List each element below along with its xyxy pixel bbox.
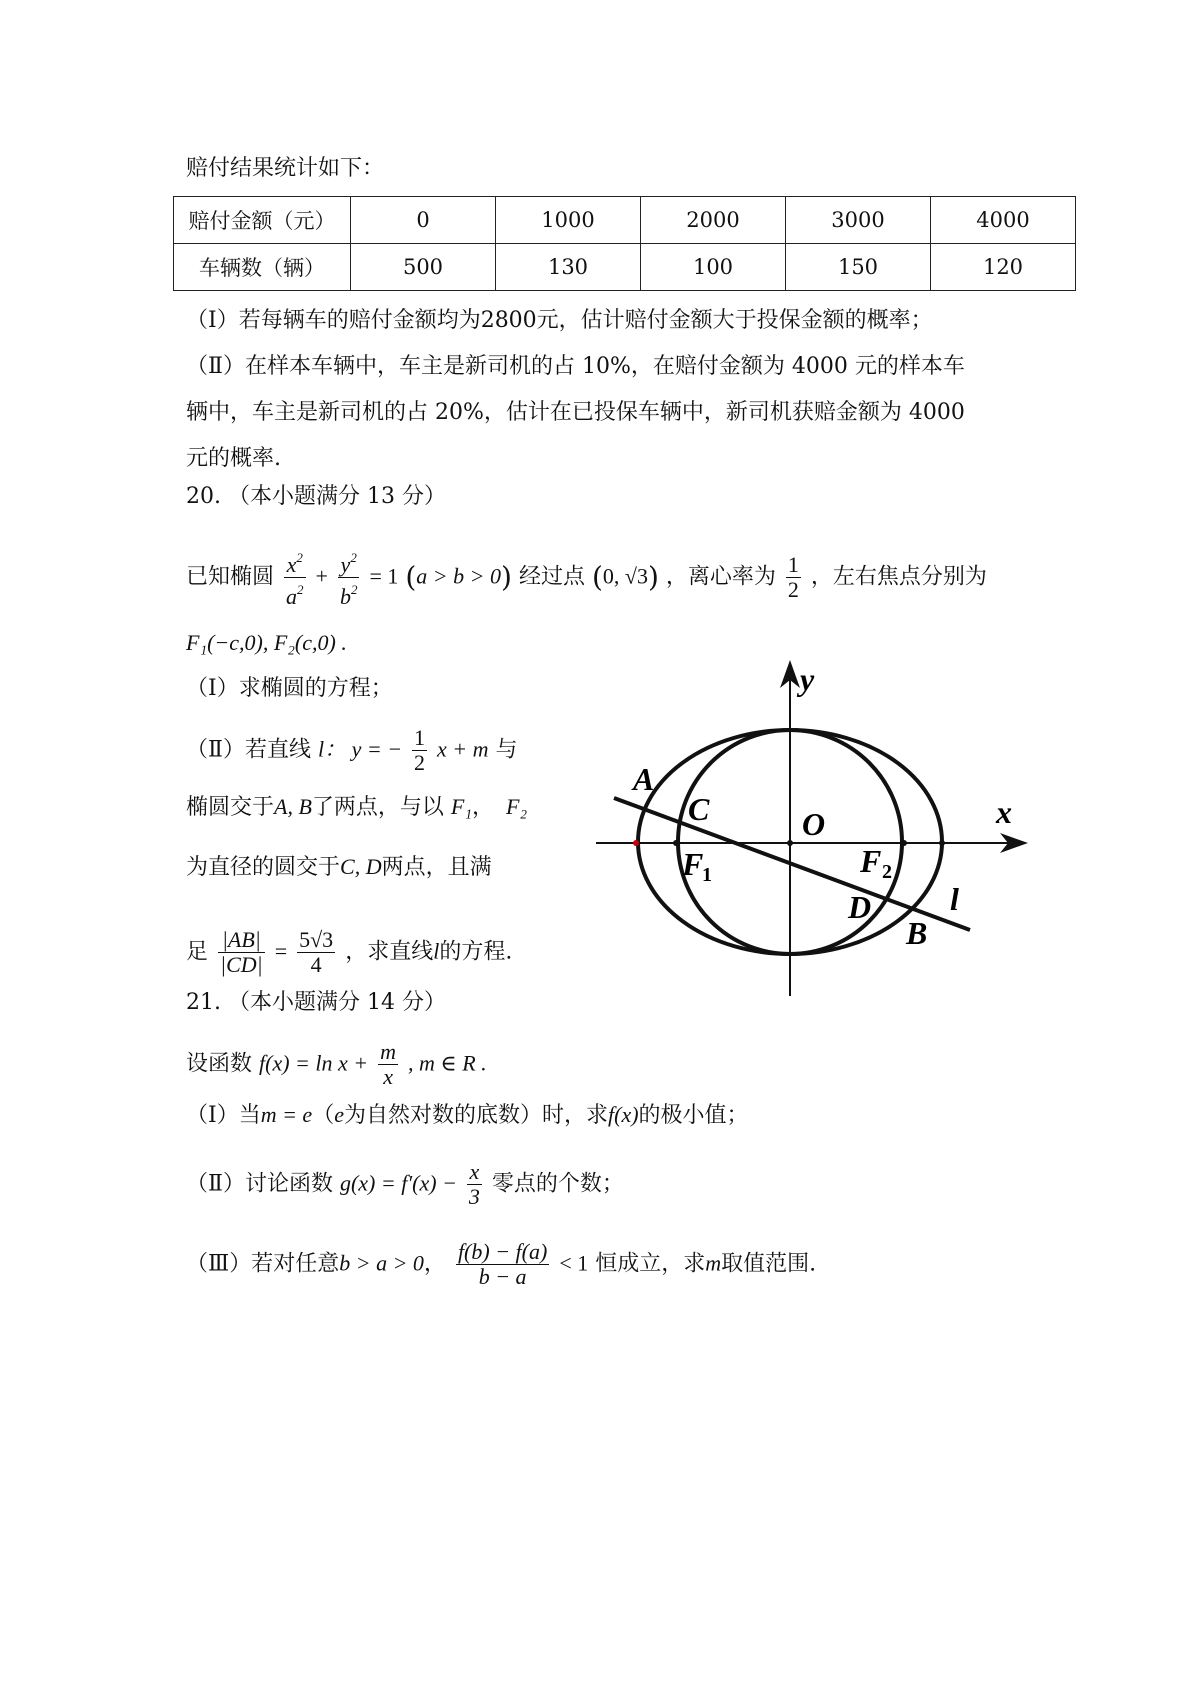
table-cell: 100 (641, 244, 786, 291)
label-F1-sub: 1 (702, 864, 712, 886)
vertex-point (633, 840, 639, 846)
q20-stem: 已知椭圆 $\frac{x^2}{a^2}$ + $\frac{y^2}{b^2}$ = 1 (a > b > 0) 经过点 (0, √3) ，离心率为 $\frac{1}{2}$ ，左右焦点分别为 (186, 546, 987, 609)
q19-part2-line1: （Ⅱ）在样本车辆中，车主是新司机的占 10%，在赔付金额为 4000 元的样本车 (186, 354, 965, 379)
q20-part2-line4: 足 $\frac{|AB|}{|CD|}$ = $\frac{5√3}{4}$ ，求直线l的方程. (186, 927, 513, 977)
table-header-count: 车辆数（辆） (174, 244, 351, 291)
fraction-ratio-value: $\frac{5√3}{4}$ (299, 927, 334, 977)
q20-header: 20. （本小题满分 13 分） (186, 484, 446, 509)
table-cell: 3000 (786, 197, 931, 244)
label-y: y (800, 661, 815, 697)
fraction-difference-quotient: $\frac{f(b) - f(a)}{b - a}$ (457, 1239, 548, 1289)
q19-part2-line3: 元的概率. (186, 446, 281, 471)
point-value: 0, √3 (602, 563, 648, 589)
q21-part1: （Ⅰ）当m = e（e为自然对数的底数）时，求f(x)的极小值； (186, 1102, 749, 1128)
label-F2: F (860, 843, 882, 879)
table-cell: 150 (786, 244, 931, 291)
q21-stem: 设函数 f(x) = ln x + $\frac{m}{x}$ , m ∈ R . (186, 1039, 487, 1089)
label-B: B (906, 915, 928, 951)
label-D: D (848, 889, 872, 925)
fraction-half-slope: $\frac{1}{2}$ (414, 725, 426, 775)
q21-part3: （Ⅲ）若对任意b > a > 0， $\frac{f(b) - f(a)}{b - a}$ < 1 恒成立，求m取值范围. (186, 1239, 817, 1289)
table-cell: 0 (351, 197, 496, 244)
fraction-x2-a2: $\frac{x^2}{a^2}$ (284, 546, 306, 609)
q20-part1: （Ⅰ）求椭圆的方程； (186, 676, 393, 701)
q20-part2-line3: 为直径的圆交于C, D两点，且满 (186, 854, 492, 880)
label-F2-sub: 2 (882, 861, 892, 883)
label-F1: F (682, 846, 704, 882)
intro-text: 赔付结果统计如下： (186, 156, 385, 181)
fraction-m-x: $\frac{m}{x}$ (380, 1039, 397, 1089)
focus-point (901, 840, 907, 846)
label-O: O (802, 806, 826, 842)
fraction-half: $\frac{1}{2}$ (787, 552, 799, 602)
fraction-ratio: $\frac{|AB|}{|CD|}$ (220, 927, 263, 977)
table-cell: 500 (351, 244, 496, 291)
label-C: C (688, 791, 710, 827)
label-A: A (633, 761, 655, 797)
fraction-x-3: $\frac{x}{3}$ (468, 1159, 480, 1209)
table-cell: 2000 (641, 197, 786, 244)
table-cell: 4000 (931, 197, 1076, 244)
q19-part2-line2: 辆中，车主是新司机的占 20%，估计在已投保车辆中，新司机获赔金额为 4000 (186, 400, 965, 425)
q20-foci: F₁(−c,0), F₂(c,0) . (186, 630, 347, 655)
fraction-y2-b2: $\frac{y^2}{b^2}$ (338, 546, 360, 609)
focus-point (673, 840, 679, 846)
q20-part2-line1: （Ⅱ）若直线 l： y = − $\frac{1}{2}$ x + m 与 (186, 725, 518, 775)
q21-part2: （Ⅱ）讨论函数 g(x) = f′(x) − $\frac{x}{3}$ 零点的个数； (186, 1159, 624, 1209)
table-header-amount: 赔付金额（元） (174, 197, 351, 244)
table-cell: 120 (931, 244, 1076, 291)
label-l: l (950, 881, 959, 917)
q20-part2-line2: 椭圆交于A, B了两点，与以 F₁， F₂ (186, 794, 528, 820)
table-cell: 130 (496, 244, 641, 291)
table-cell: 1000 (496, 197, 641, 244)
origin-point (787, 840, 793, 846)
vertex-point (939, 840, 945, 846)
q19-part1: （Ⅰ）若每辆车的赔付金额均为2800元，估计赔付金额大于投保金额的概率； (186, 308, 933, 333)
q21-header: 21. （本小题满分 14 分） (186, 990, 446, 1015)
label-x: x (996, 794, 1012, 830)
